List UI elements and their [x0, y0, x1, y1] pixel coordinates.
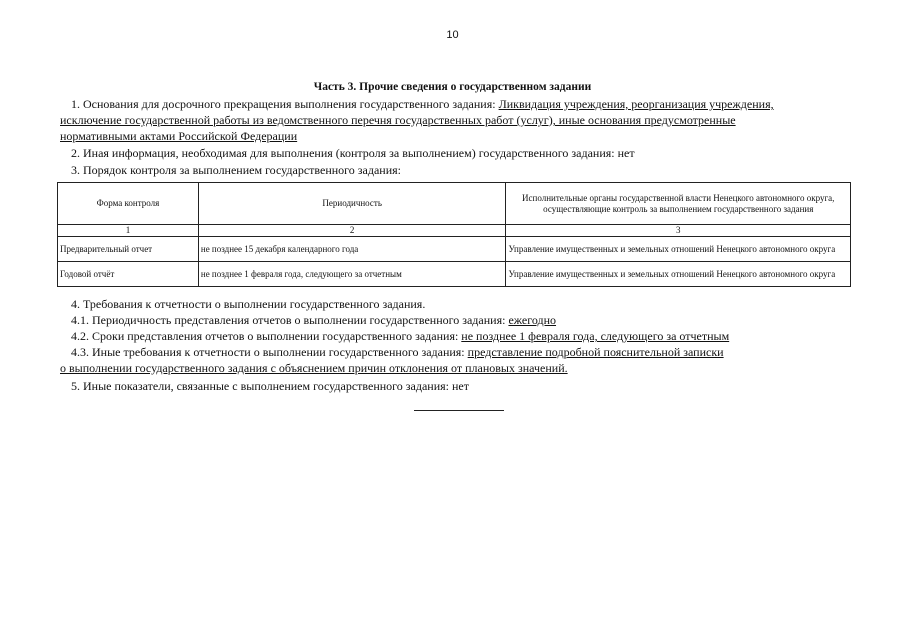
- item-4-3-value-1: представление подробной пояснительной записки: [467, 345, 724, 359]
- column-number: 3: [506, 225, 851, 237]
- table-cell: не позднее 15 декабря календарного года: [198, 237, 506, 262]
- item-3: 3. Порядок контроля за выполнением государственного задания:: [71, 163, 401, 177]
- item-4-1: [71, 312, 556, 328]
- page-number: 10: [446, 29, 459, 41]
- item-5: 5. Иные показатели, связанные с выполнением государственного задания: нет: [71, 379, 469, 393]
- item-4-2-value: не позднее 1 февраля года, следующего за отчетным: [461, 329, 730, 343]
- item-1-label: 1. Основания для досрочного прекращения выполнения государственного задания:: [71, 97, 496, 111]
- item-4-2-label: 4.2. Сроки представления отчетов о выполнении государственного задания:: [71, 329, 459, 343]
- column-number: 1: [58, 225, 199, 237]
- item-4-3: [71, 344, 724, 360]
- item-1-value-1: Ликвидация учреждения, реорганизация учреждения,: [498, 97, 774, 111]
- table-header: Исполнительные органы государственной власти Ненецкого автономного округа, осуществляющие контроль за выполнением государственного задания: [506, 183, 851, 225]
- table-header-row: [58, 183, 851, 225]
- column-number: 2: [198, 225, 506, 237]
- table-header: Форма контроля: [58, 183, 199, 225]
- table-header: Периодичность: [198, 183, 506, 225]
- table-cell: Управление имущественных и земельных отношений Ненецкого автономного округа: [506, 262, 851, 287]
- control-table: [57, 182, 851, 287]
- item-4-3-value-2: о выполнении государственного задания с объяснением причин отклонения от плановых значений.: [60, 361, 568, 375]
- item-4-2: [71, 328, 729, 344]
- item-4: 4. Требования к отчетности о выполнении государственного задания.: [71, 297, 426, 311]
- closing-line: [414, 410, 504, 411]
- item-4-3-label: 4.3. Иные требования к отчетности о выполнении государственного задания:: [71, 345, 465, 359]
- table-cell: не позднее 1 февраля года, следующего за отчетным: [198, 262, 506, 287]
- section-title: Часть 3. Прочие сведения о государственном задании: [313, 81, 592, 93]
- item-1-value-2: исключение государственной работы из ведомственного перечня государственных работ (услуг), иные основания предусмотренные: [60, 113, 736, 127]
- table-row: [58, 237, 851, 262]
- table-cell: Управление имущественных и земельных отношений Ненецкого автономного округа: [506, 237, 851, 262]
- item-2: 2. Иная информация, необходимая для выполнения (контроля за выполнением) государственного задания: нет: [71, 146, 635, 160]
- table-cell: Предварительный отчет: [58, 237, 199, 262]
- table-row: [58, 262, 851, 287]
- item-1: [71, 96, 774, 112]
- item-1-value-3: нормативными актами Российской Федерации: [60, 129, 298, 143]
- table-number-row: [58, 225, 851, 237]
- item-4-1-label: 4.1. Периодичность представления отчетов о выполнении государственного задания:: [71, 313, 506, 327]
- table-cell: Годовой отчёт: [58, 262, 199, 287]
- item-4-1-value: ежегодно: [508, 313, 557, 327]
